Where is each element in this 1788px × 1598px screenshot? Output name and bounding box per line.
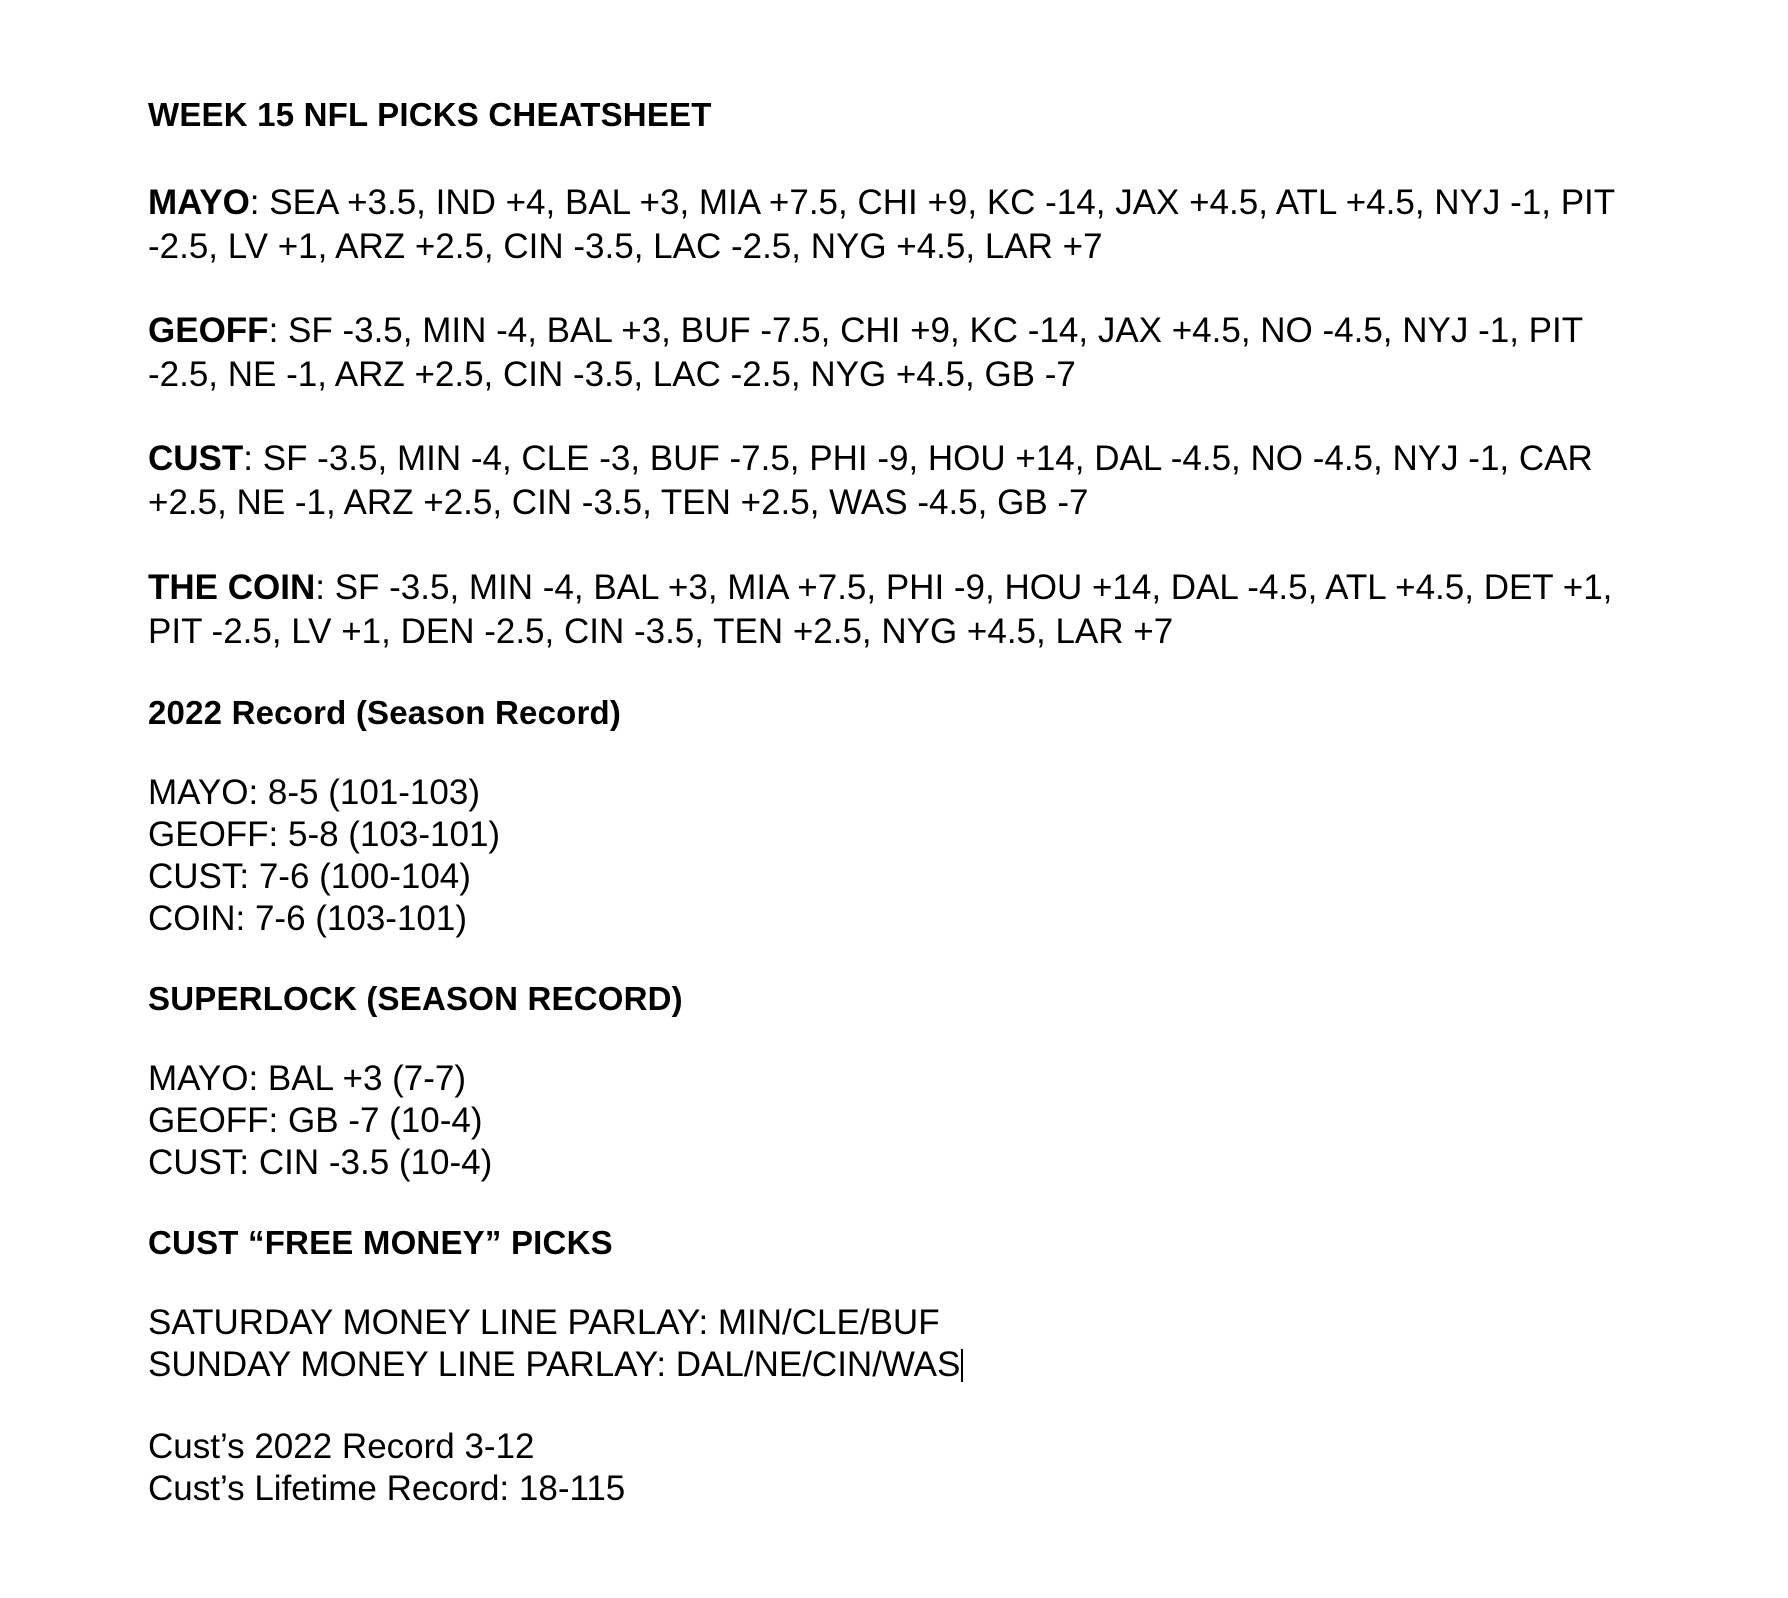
parlay-list: [148, 1302, 1648, 1386]
cust-record-list: [148, 1426, 1648, 1510]
record-item-mayo: MAYO: 8-5 (101-103): [148, 772, 480, 812]
picker-name-the-coin: THE COIN: [148, 567, 316, 607]
spacer: [148, 134, 1648, 181]
superlock-item-mayo: MAYO: BAL +3 (7-7): [148, 1058, 467, 1098]
parlay-item-sunday: SUNDAY MONEY LINE PARLAY: DAL/NE/CIN/WAS: [148, 1344, 961, 1384]
spacer: [148, 1018, 1648, 1058]
record-item-coin: COIN: 7-6 (103-101): [148, 898, 468, 938]
picks-separator: :: [249, 183, 270, 222]
picks-line-the-coin: [148, 566, 1648, 654]
picks-separator: :: [243, 439, 263, 479]
picks-values-geoff: SF -3.5, MIN -4, BAL +3, BUF -7.5, CHI +9, KC -14, JAX +4.5, NO -4.5, NYJ -1, PIT -2.5, NE -1, ARZ +2.5, CIN -3.5, LAC -2.5, NYG +4.5, GB -7: [148, 311, 1583, 395]
picker-name-geoff: GEOFF: [148, 311, 269, 351]
picks-values-mayo: SEA +3.5, IND +4, BAL +3, MIA +7.5, CHI +9, KC -14, JAX +4.5, ATL +4.5, NYJ -1, PIT -2.5, LV +1, ARZ +2.5, CIN -3.5, LAC -2.5, NYG +4.5, LAR +7: [148, 183, 1615, 267]
superlock-item-geoff: GEOFF: GB -7 (10-4): [148, 1100, 483, 1140]
spacer: [148, 732, 1648, 772]
superlock-item-cust: CUST: CIN -3.5 (10-4): [148, 1142, 493, 1182]
spacer: [148, 526, 1648, 566]
text-cursor: [961, 1349, 963, 1382]
spacer: [148, 1386, 1648, 1426]
cust-record-lifetime: Cust’s Lifetime Record: 18-115: [148, 1468, 626, 1508]
page-title: WEEK 15 NFL PICKS CHEATSHEET: [148, 96, 712, 133]
picks-line-mayo: [148, 181, 1648, 269]
record-item-cust: CUST: 7-6 (100-104): [148, 856, 471, 896]
spacer: [148, 269, 1648, 309]
parlay-line-sunday: [148, 1344, 1648, 1386]
picks-values-the-coin: SF -3.5, MIN -4, BAL +3, MIA +7.5, PHI -9, HOU +14, DAL -4.5, ATL +4.5, DET +1, PIT -2.5, LV +1, DEN -2.5, CIN -3.5, TEN +2.5, NYG +4.5, LAR +7: [148, 567, 1613, 651]
cust-record-2022: Cust’s 2022 Record 3-12: [148, 1426, 535, 1466]
record-heading: 2022 Record (Season Record): [148, 693, 622, 731]
parlay-item-saturday: SATURDAY MONEY LINE PARLAY: MIN/CLE/BUF: [148, 1302, 940, 1342]
record-list: [148, 772, 1648, 940]
document-body[interactable]: [148, 96, 1648, 1510]
free-money-heading: CUST “FREE MONEY” PICKS: [148, 1223, 613, 1261]
picks-line-cust: [148, 437, 1648, 525]
superlock-list: [148, 1058, 1648, 1184]
spacer: [148, 940, 1648, 980]
picks-separator: :: [268, 311, 289, 351]
picker-name-mayo: MAYO: [148, 183, 250, 222]
spacer: [148, 397, 1648, 437]
spacer: [148, 1262, 1648, 1302]
picks-separator: :: [315, 567, 335, 607]
spacer: [148, 1184, 1648, 1224]
picks-line-geoff: [148, 309, 1648, 397]
spacer: [148, 654, 1648, 694]
superlock-heading: SUPERLOCK (SEASON RECORD): [148, 979, 683, 1017]
record-item-geoff: GEOFF: 5-8 (103-101): [148, 814, 501, 854]
picks-values-cust: SF -3.5, MIN -4, CLE -3, BUF -7.5, PHI -9, HOU +14, DAL -4.5, NO -4.5, NYJ -1, CAR +2.5, NE -1, ARZ +2.5, CIN -3.5, TEN +2.5, WAS -4.5, GB -7: [148, 439, 1593, 523]
picker-name-cust: CUST: [148, 439, 244, 479]
